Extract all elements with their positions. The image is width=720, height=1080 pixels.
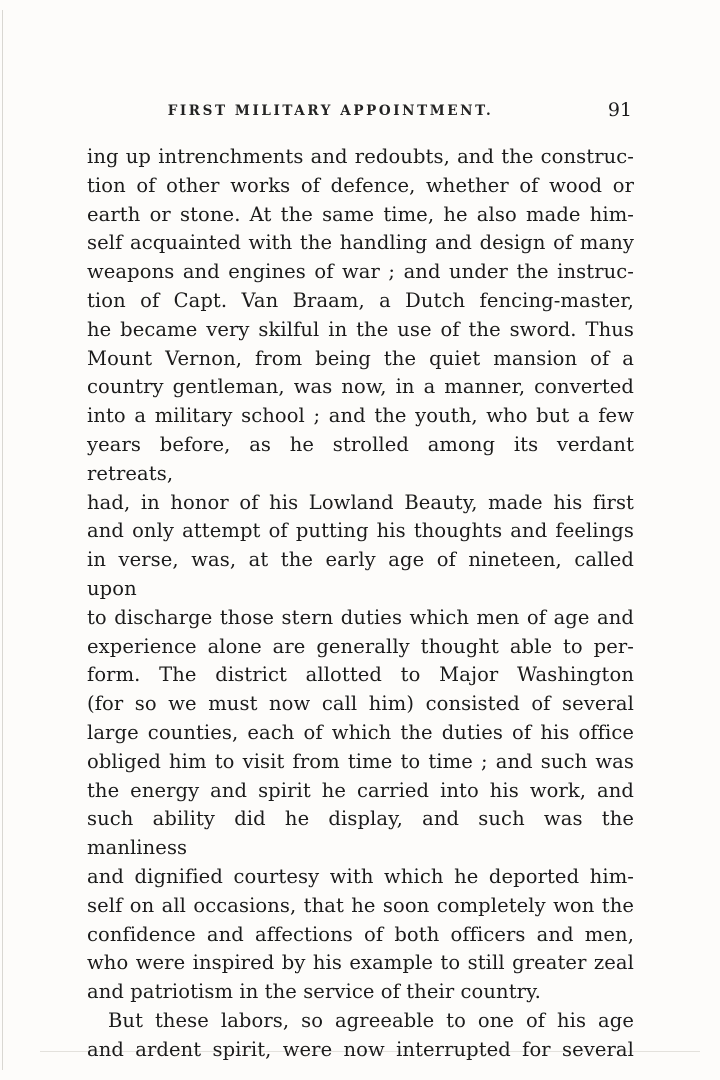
text-line: who were inspired by his example to still greater zeal bbox=[87, 951, 634, 975]
text-line: and only attempt of putting his thoughts and feelings bbox=[87, 519, 634, 543]
text-line: form. The district allotted to Major Washington bbox=[87, 663, 634, 687]
text-line: earth or stone. At the same time, he also made him- bbox=[87, 202, 634, 226]
text-line: had, in honor of his Lowland Beauty, made his first bbox=[87, 490, 634, 514]
text-line: and ardent spirit, were now interrupted for several bbox=[87, 1037, 634, 1061]
text-line: tion of other works of defence, whether of wood or bbox=[87, 173, 634, 197]
text-line: weapons and engines of war ; and under the instruc- bbox=[87, 260, 634, 284]
text-line: But these labors, so agreeable to one of his age bbox=[108, 1008, 634, 1032]
page-number: 91 bbox=[607, 99, 632, 121]
text-line: such ability did he display, and such was the manliness bbox=[87, 807, 634, 860]
text-line: years before, as he strolled among its verdant retreats, bbox=[87, 432, 634, 485]
page-header bbox=[87, 99, 634, 127]
text-line: confidence and affections of both officers and men, bbox=[87, 922, 634, 946]
text-line: self on all occasions, that he soon completely won the bbox=[87, 893, 634, 917]
text-line: country gentleman, was now, in a manner, converted bbox=[87, 375, 634, 399]
text-line: self acquainted with the handling and design of many bbox=[87, 231, 634, 255]
text-line: to discharge those stern duties which men of age and bbox=[87, 605, 634, 629]
text-line: and patriotism in the service of their country. bbox=[87, 980, 541, 1004]
text-line: ing up intrenchments and redoubts, and the construc- bbox=[87, 145, 634, 168]
text-line: large counties, each of which the duties of his office bbox=[87, 720, 634, 744]
text-line: experience alone are generally thought able to per- bbox=[87, 634, 634, 658]
text-line: and dignified courtesy with which he deported him- bbox=[87, 864, 634, 888]
text-line: the energy and spirit he carried into his work, and bbox=[87, 778, 634, 802]
text-line: he became very skilful in the use of the sword. Thus bbox=[87, 317, 634, 341]
text-line: (for so we must now call him) consisted of several bbox=[87, 692, 634, 716]
text-line: obliged him to visit from time to time ; and such was bbox=[87, 749, 634, 773]
text-line: tion of Capt. Van Braam, a Dutch fencing-master, bbox=[87, 288, 634, 312]
page-body bbox=[87, 143, 634, 1065]
text-line: Mount Vernon, from being the quiet mansion of a bbox=[87, 346, 634, 370]
text-line: in verse, was, at the early age of nineteen, called upon bbox=[87, 548, 634, 600]
text-line: into a military school ; and the youth, who but a few bbox=[87, 404, 634, 428]
scan-edge-left bbox=[2, 10, 3, 1070]
running-head: FIRST MILITARY APPOINTMENT. bbox=[167, 103, 494, 119]
